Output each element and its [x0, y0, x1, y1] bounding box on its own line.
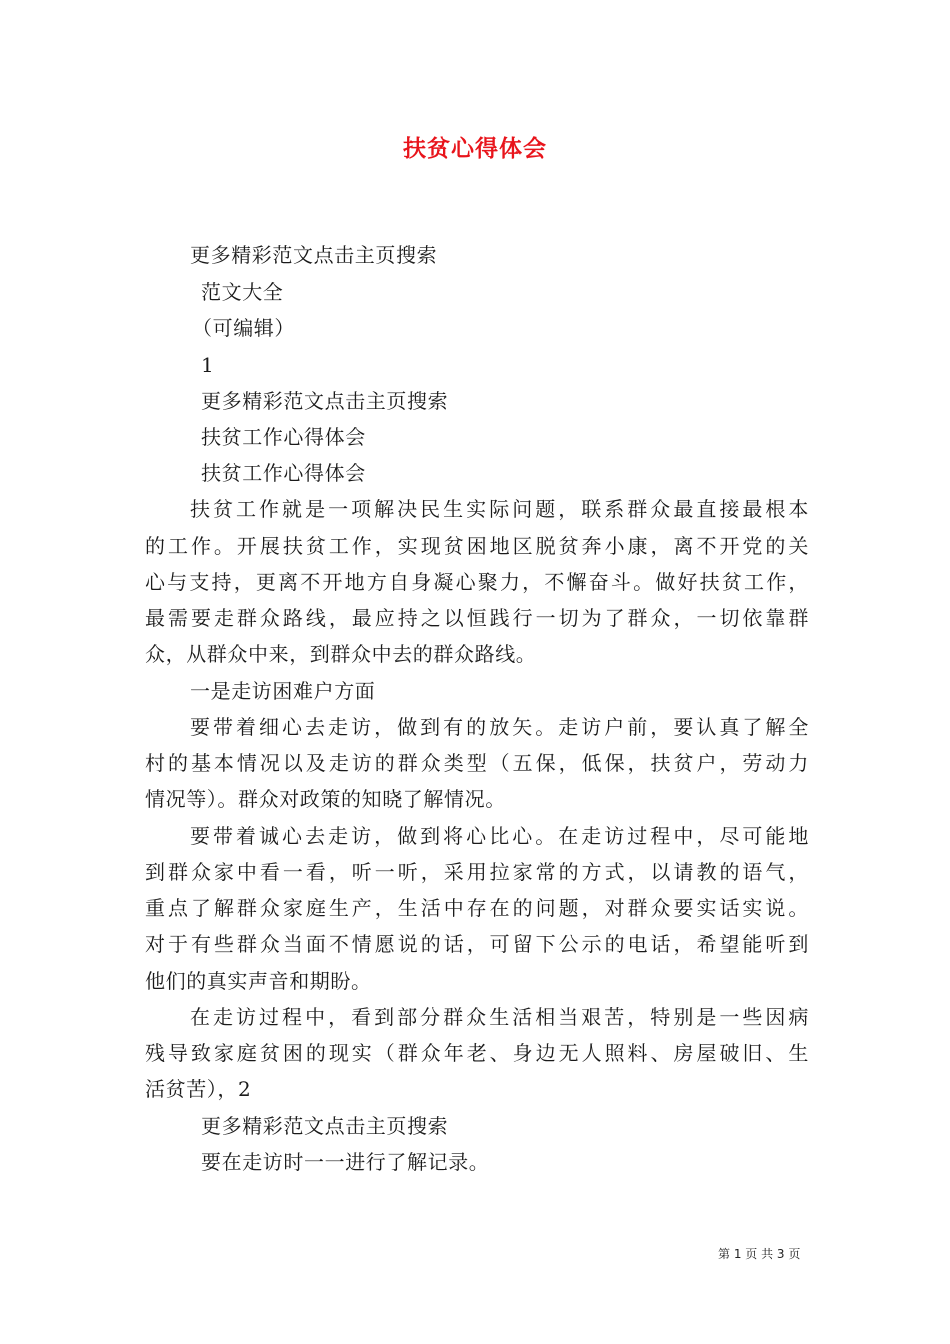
- page-number-marker: 1: [201, 353, 215, 377]
- editable-label: （可编辑）: [192, 316, 295, 340]
- body-text-line: 情况等）。群众对政策的知晓了解情况。: [145, 787, 506, 811]
- body-text-line: 重点了解群众家庭生产，生活中存在的问题，对群众要实话实说。: [145, 896, 809, 920]
- body-text-line: 残导致家庭贫困的现实（群众年老、身边无人照料、房屋破旧、生: [145, 1041, 809, 1065]
- body-text-line: 他们的真实声音和期盼。: [145, 969, 372, 993]
- body-text-line: 的工作。开展扶贫工作，实现贫困地区脱贫奔小康，离不开党的关: [145, 534, 809, 558]
- body-text-line: 要带着细心去走访，做到有的放矢。走访户前，要认真了解全: [190, 715, 809, 739]
- document-title: 扶贫心得体会: [403, 135, 547, 162]
- subtitle: 扶贫工作心得体会: [201, 425, 366, 449]
- body-text-line: 要在走访时一一进行了解记录。: [201, 1150, 490, 1174]
- body-text-line: 对于有些群众当面不情愿说的话，可留下公示的电话，希望能听到: [145, 932, 809, 956]
- subtitle: 扶贫工作心得体会: [201, 461, 366, 485]
- page-footer: 第 1 页 共 3 页: [718, 1247, 801, 1261]
- body-text-line: 要带着诚心去走访，做到将心比心。在走访过程中，尽可能地: [190, 824, 809, 848]
- body-text-line: 众，从群众中来，到群众中去的群众路线。: [145, 642, 537, 666]
- body-text-line: 最需要走群众路线，最应持之以恒践行一切为了群众，一切依靠群: [145, 606, 809, 630]
- body-text-line: 扶贫工作就是一项解决民生实际问题，联系群众最直接最根本: [190, 497, 809, 521]
- promo-line: 更多精彩范文点击主页搜索: [201, 1114, 449, 1138]
- body-text-line: 村的基本情况以及走访的群众类型（五保，低保，扶贫户，劳动力: [145, 751, 809, 775]
- body-text-line: 到群众家中看一看，听一听，采用拉家常的方式，以请教的语气，: [145, 860, 809, 884]
- body-text-line: 在走访过程中，看到部分群众生活相当艰苦，特别是一些因病: [190, 1005, 809, 1029]
- promo-line: 更多精彩范文点击主页搜索: [201, 389, 449, 413]
- promo-line: 更多精彩范文点击主页搜索: [190, 243, 438, 267]
- collection-label: 范文大全: [201, 280, 284, 304]
- section-heading: 一是走访困难户方面: [190, 679, 376, 703]
- body-text-line: 心与支持，更离不开地方自身凝心聚力，不懈奋斗。做好扶贫工作，: [145, 570, 809, 594]
- body-text-line: 活贫苦），2: [145, 1077, 252, 1101]
